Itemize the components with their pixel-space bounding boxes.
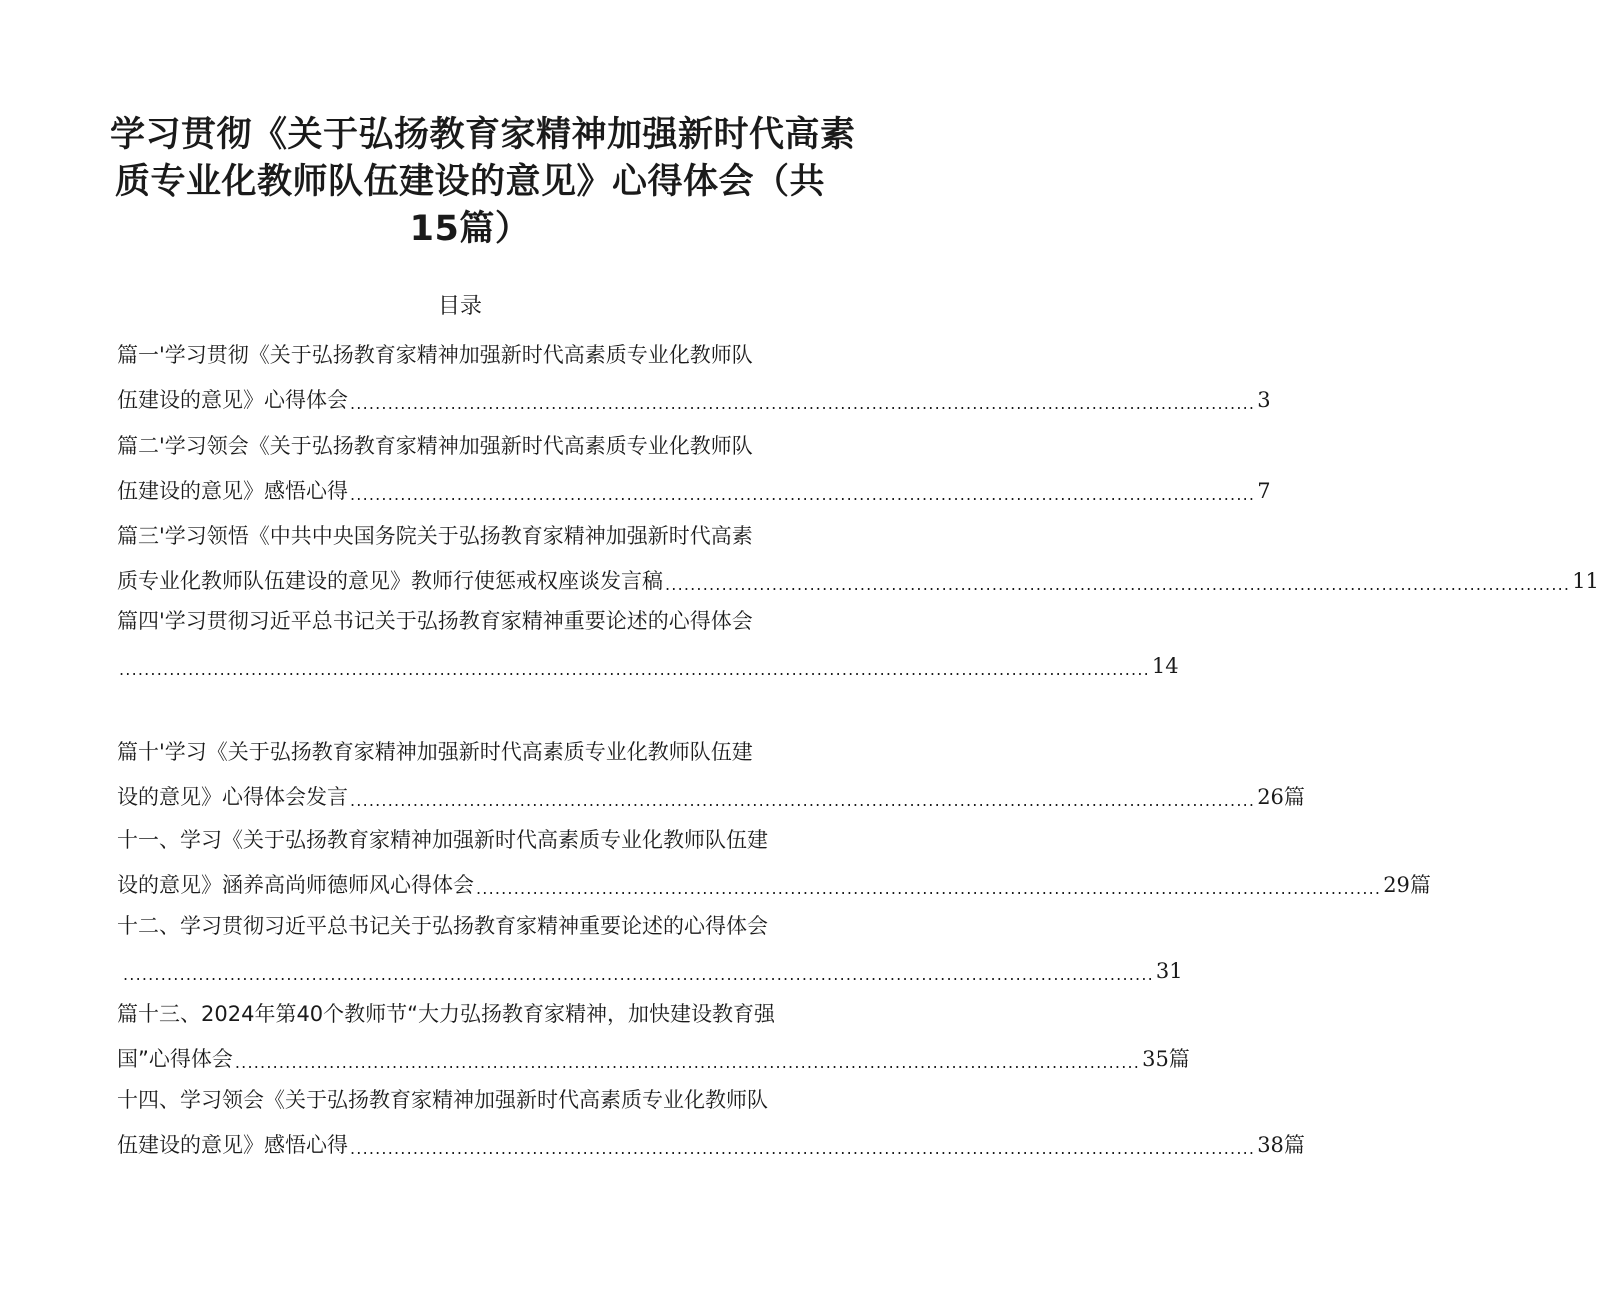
toc-entry-line-1: 篇四'学习贯彻习近平总书记关于弘扬教育家精神重要论述的心得体会 xyxy=(117,609,753,633)
toc-page-number: 14 xyxy=(1151,654,1179,678)
toc-page-number: 11 xyxy=(1572,569,1599,593)
toc-page-number: 29篇 xyxy=(1383,873,1431,897)
toc-page-number: 35篇 xyxy=(1142,1047,1190,1071)
title-line-3: 15篇） xyxy=(409,209,531,249)
toc-entry[interactable] xyxy=(117,738,1305,810)
dot-leader: ................................................................................................................................................ xyxy=(350,1139,1256,1158)
title-line-1: 学习贯彻《关于弘扬教育家精神加强新时代高素 xyxy=(110,115,856,155)
toc-entry-line-1: 十一、学习《关于弘扬教育家精神加强新时代高素质专业化教师队伍建 xyxy=(117,828,768,852)
toc-entry-line-2 xyxy=(117,1045,1190,1073)
toc-entry-text: 伍建设的意见》感悟心得 xyxy=(117,1133,348,1157)
toc-entry-text: 伍建设的意见》心得体会 xyxy=(117,388,348,412)
toc-page-number: 7 xyxy=(1257,479,1271,503)
toc-entry-line-2 xyxy=(117,386,1271,414)
toc-entry-text: 国”心得体会 xyxy=(117,1047,233,1071)
dot-leader: ................................................................................................................................................ xyxy=(665,575,1571,594)
toc-entry-line-1: 十二、学习贯彻习近平总书记关于弘扬教育家精神重要论述的心得体会 xyxy=(117,914,768,938)
toc-entry-line-1: 篇三'学习领悟《中共中央国务院关于弘扬教育家精神加强新时代高素 xyxy=(117,524,753,548)
toc-entry[interactable] xyxy=(117,826,1431,898)
toc-entry[interactable] xyxy=(117,1000,1190,1072)
dot-leader: ................................................................................................................................................ xyxy=(234,1053,1141,1072)
toc-entry[interactable] xyxy=(117,341,1271,413)
toc-page-number: 38篇 xyxy=(1257,1133,1305,1157)
dot-leader: ................................................................................................................................................ xyxy=(350,485,1256,504)
toc-entry-line-2 xyxy=(117,652,1179,680)
toc-entry-text: 设的意见》心得体会发言 xyxy=(117,785,348,809)
toc-entry-line-1: 篇二'学习领会《关于弘扬教育家精神加强新时代高素质专业化教师队 xyxy=(117,434,753,458)
toc-entry-text: 设的意见》涵养高尚师德师风心得体会 xyxy=(117,873,474,897)
document-title xyxy=(110,112,856,253)
dot-leader: ................................................................................................................................................ xyxy=(350,791,1256,810)
dot-leader: ................................................................................................................................................ xyxy=(476,879,1382,898)
toc-entry-line-1: 十四、学习领会《关于弘扬教育家精神加强新时代高素质专业化教师队 xyxy=(117,1088,768,1112)
toc-entry-line-1: 篇一'学习贯彻《关于弘扬教育家精神加强新时代高素质专业化教师队 xyxy=(117,343,753,367)
toc-entry-line-2 xyxy=(117,871,1431,899)
toc-page-number: 31 xyxy=(1155,959,1183,983)
toc-page-number: 3 xyxy=(1257,388,1271,412)
toc-entry-line-2 xyxy=(117,567,1599,595)
dot-leader: ................................................................................................................................................ xyxy=(350,394,1256,413)
toc-entry-line-1: 篇十'学习《关于弘扬教育家精神加强新时代高素质专业化教师队伍建 xyxy=(117,740,753,764)
toc-entry[interactable] xyxy=(117,912,1183,984)
toc-entry[interactable] xyxy=(117,522,1599,594)
toc-entry-line-2 xyxy=(117,783,1305,811)
toc-entry[interactable] xyxy=(117,607,1179,679)
toc-entry-line-2 xyxy=(117,957,1183,985)
toc-entry-text: 质专业化教师队伍建设的意见》教师行使惩戒权座谈发言稿 xyxy=(117,569,663,593)
dot-leader: .................................................................................................................................................................... xyxy=(123,965,1154,984)
toc-heading: 目录 xyxy=(437,294,482,319)
toc-entry[interactable] xyxy=(117,432,1271,504)
toc-page-number: 26篇 xyxy=(1257,785,1305,809)
title-line-2: 质专业化教师队伍建设的意见》心得体会（共 xyxy=(114,162,825,202)
toc-entry-line-2 xyxy=(117,477,1271,505)
toc-entry-line-1: 篇十三、2024年第40个教师节“大力弘扬教育家精神，加快建设教育强 xyxy=(117,1002,776,1026)
toc-entry-text: 伍建设的意见》感悟心得 xyxy=(117,479,348,503)
toc-entry-line-2 xyxy=(117,1131,1305,1159)
dot-leader: .................................................................................................................................................................... xyxy=(119,660,1150,679)
toc-entry[interactable] xyxy=(117,1086,1305,1158)
